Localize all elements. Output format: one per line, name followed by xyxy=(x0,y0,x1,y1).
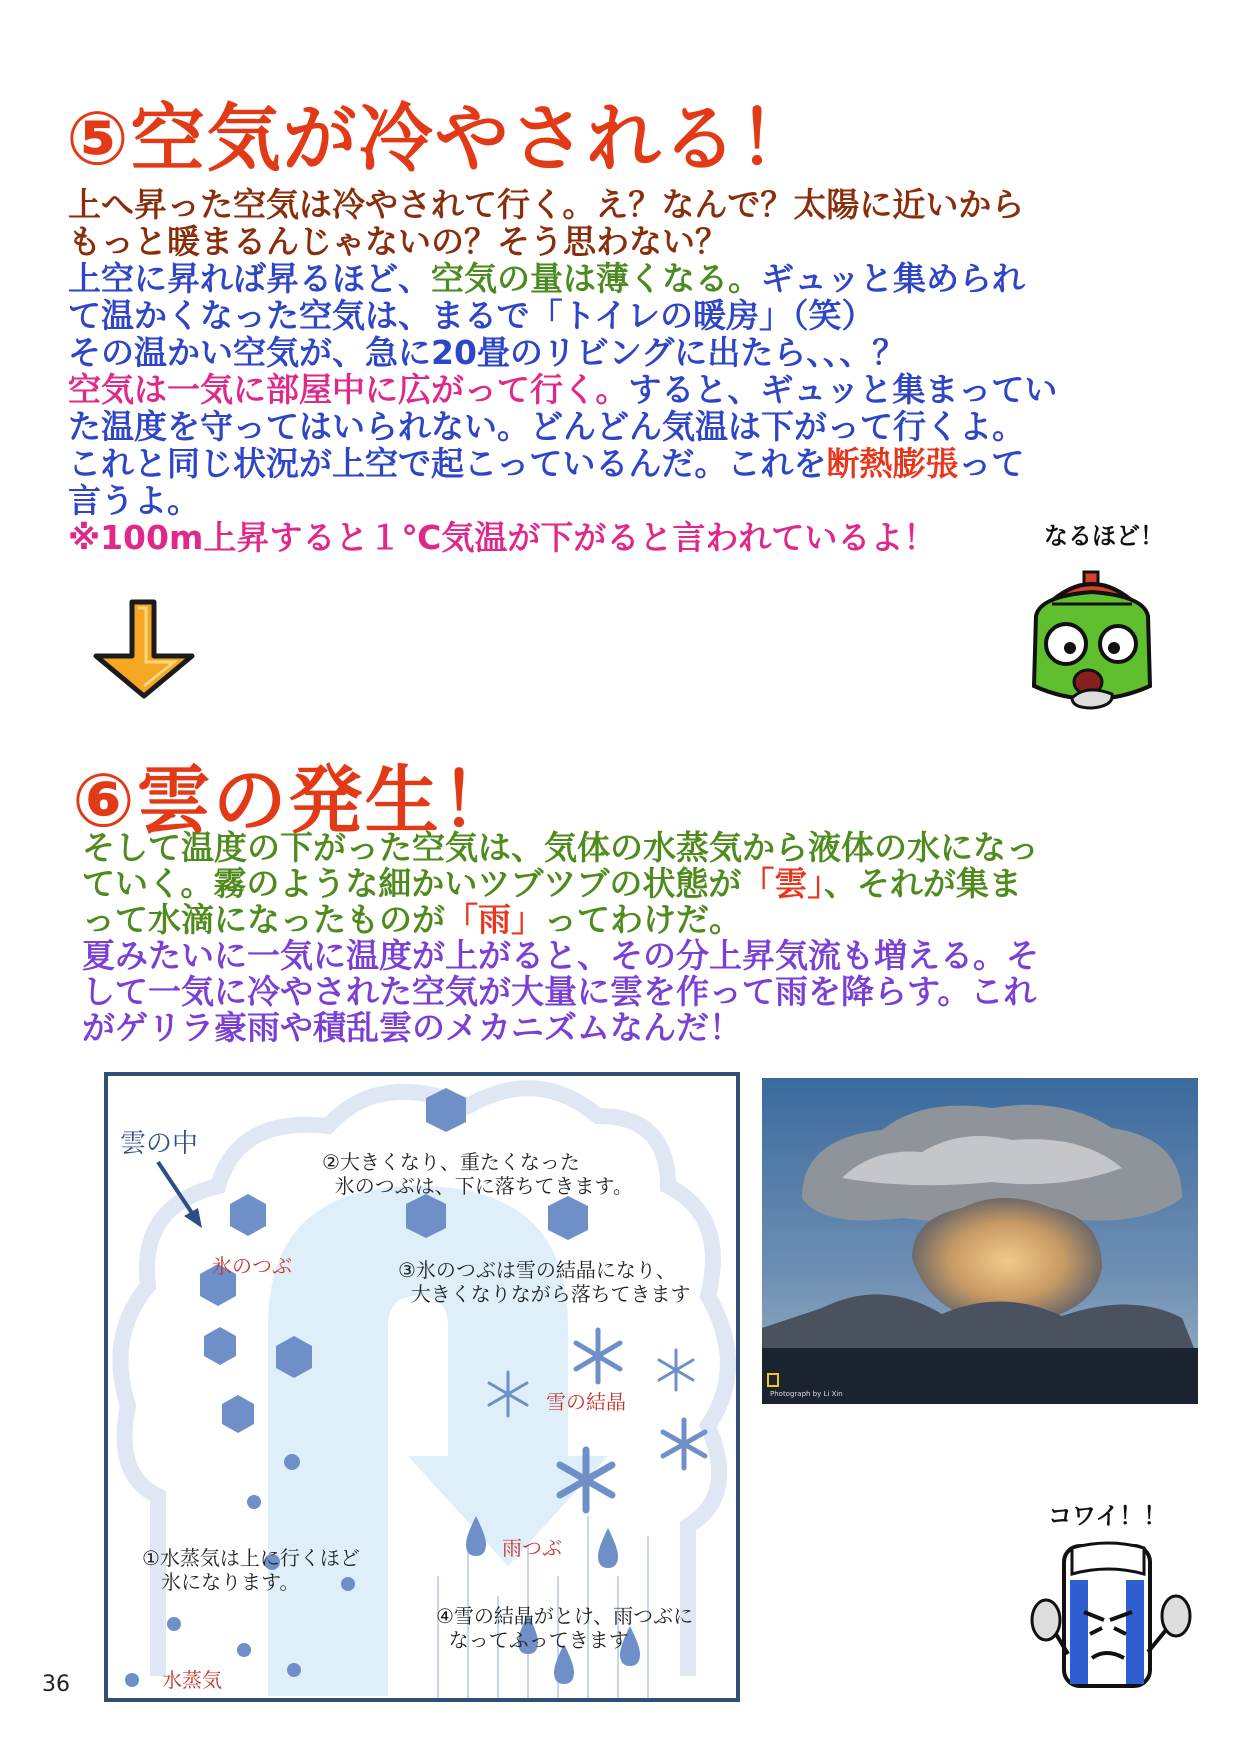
text-line xyxy=(82,1010,1039,1046)
kowai-callout: コワイ！！ xyxy=(1048,1502,1168,1530)
text-segment: すると、ギュッと集まってい xyxy=(628,370,1058,409)
vapor-label: 水蒸気 xyxy=(162,1668,222,1692)
text-line xyxy=(68,408,1057,445)
text-segment: ていく。霧のような細かいツブツブの状態が xyxy=(82,864,742,903)
text-line xyxy=(68,186,1057,223)
cumulonimbus-photo-art xyxy=(762,1078,1198,1404)
text-line xyxy=(82,902,1039,938)
section5-heading: ⑤空気が冷やされる！ xyxy=(66,96,815,182)
text-segment: ってわけだ。 xyxy=(544,900,742,939)
section6-heading: ⑥雲の発生！ xyxy=(72,758,517,844)
raindrop-label: 雨つぶ xyxy=(502,1536,562,1560)
text-segment: って xyxy=(958,444,1025,483)
text-segment: って水滴になったものが xyxy=(82,900,445,939)
text-segment: 「雲」 xyxy=(741,864,824,903)
step2-label: ②大きくなり、重たくなった 氷のつぶは、下に落ちてきます。 xyxy=(322,1150,633,1198)
text-line xyxy=(82,830,1039,866)
text-line xyxy=(68,223,1057,260)
text-line xyxy=(68,519,1057,556)
text-segment: 「雨」 xyxy=(445,900,544,939)
text-segment: して一気に冷やされた空気が大量に雲を作って雨を降らす。これ xyxy=(82,972,1037,1011)
text-line xyxy=(68,334,1057,371)
snow-crystal-label: 雪の結晶 xyxy=(546,1390,626,1414)
text-segment: 、それが集ま xyxy=(823,864,1022,903)
section5-body xyxy=(68,186,1057,556)
text-segment: これと同じ状況が上空で起こっているんだ。これを xyxy=(68,444,827,483)
in-cloud-label: 雲の中 xyxy=(120,1129,199,1159)
text-segment: その温かい空気が、急に20畳のリビングに出たら、、、？ xyxy=(68,333,906,372)
cumulonimbus-photo xyxy=(762,1078,1198,1404)
text-line xyxy=(68,371,1057,408)
photo-caption: Photograph by Li Xin xyxy=(770,1390,843,1398)
green-mascot-icon xyxy=(1022,566,1162,714)
naruhodo-callout: なるほど！ xyxy=(1044,522,1164,550)
text-segment: もっと暖まるんじゃないの？そう思わない？ xyxy=(68,222,728,261)
text-segment: 空気の量は薄くなる。 xyxy=(431,259,761,298)
text-line xyxy=(68,445,1057,482)
text-segment: た温度を守ってはいられない。どんどん気温は下がって行くよ。 xyxy=(68,407,1025,446)
cloud-mechanism-diagram xyxy=(104,1072,740,1702)
text-segment: 断熱膨張 xyxy=(826,444,959,483)
text-segment: 言うよ。 xyxy=(68,481,200,520)
page-number: 36 xyxy=(42,1672,70,1697)
text-segment: がゲリラ豪雨や積乱雲のメカニズムなんだ！ xyxy=(82,1008,742,1047)
text-segment: て温かくなった空気は、まるで「トイレの暖房」（笑） xyxy=(68,296,875,335)
text-segment: ギュッと集められ xyxy=(761,259,1025,298)
text-line xyxy=(68,482,1057,519)
text-segment: 上空に昇れば昇るほど、 xyxy=(68,259,431,298)
text-line xyxy=(68,297,1057,334)
text-segment: そして温度の下がった空気は、気体の水蒸気から液体の水になっ xyxy=(82,828,1039,867)
ice-grain-label: 氷のつぶ xyxy=(212,1254,292,1278)
step3-label: ③氷のつぶは雪の結晶になり、 大きくなりながら落ちてきます xyxy=(398,1258,691,1306)
text-line xyxy=(82,938,1039,974)
text-segment: 夏みたいに一気に温度が上がると、その分上昇気流も増える。そ xyxy=(82,936,1039,975)
step1-label: ①水蒸気は上に行くほど 氷になります。 xyxy=(142,1546,360,1594)
step4-label: ④雪の結晶がとけ、雨つぶに なってふってきます xyxy=(436,1604,694,1652)
scared-mascot-icon xyxy=(1020,1534,1198,1694)
text-line xyxy=(82,866,1039,902)
text-line xyxy=(82,974,1039,1010)
text-segment: 上へ昇った空気は冷やされて行く。え？なんで？太陽に近いから xyxy=(68,185,1025,224)
text-segment: 空気は一気に部屋中に広がって行く。 xyxy=(68,370,629,409)
text-line xyxy=(68,260,1057,297)
section6-body xyxy=(82,830,1039,1046)
down-arrow-icon xyxy=(88,598,202,700)
text-segment: ※100m上昇すると１℃気温が下がると言われているよ！ xyxy=(68,518,937,557)
